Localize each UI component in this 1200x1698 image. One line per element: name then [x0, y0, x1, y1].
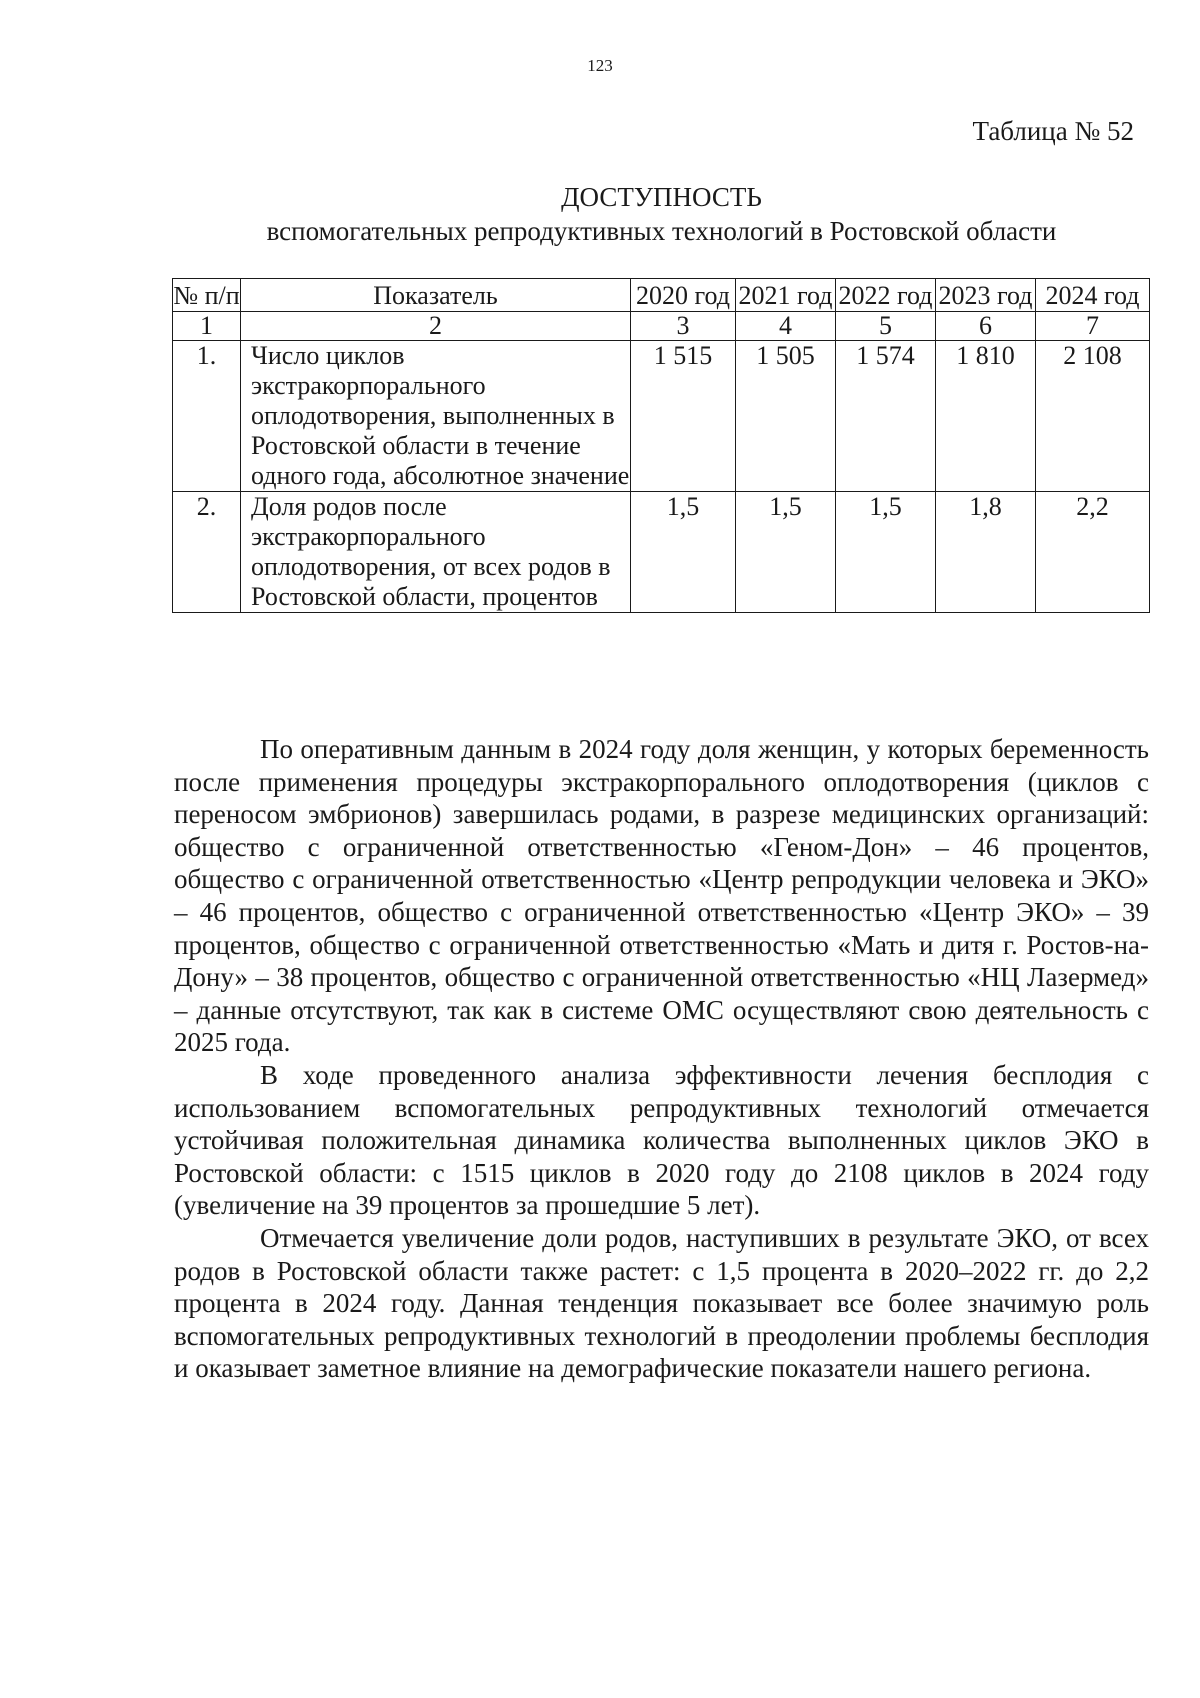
value-cell-2022: 1,5: [836, 492, 936, 613]
value-cell-2020: 1,5: [631, 492, 736, 613]
row-number-cell: 1.: [173, 341, 241, 492]
value-cell-2023: 1 810: [936, 341, 1036, 492]
document-title: ДОСТУПНОСТЬ: [561, 182, 762, 212]
table-row: [173, 492, 1150, 613]
table-label: Таблица № 52: [972, 116, 1134, 146]
indicator-cell: Доля родов после экстракорпорального оплодотворения, от всех родов в Ростовской области, процентов: [241, 492, 631, 613]
header-cell-2021: 2021 год: [736, 279, 836, 312]
paragraph: По оперативным данным в 2024 году доля женщин, у которых беременность после применения процедуры экстракорпорального оплодотворения (циклов с переносом эмбрионов) завершилась родами, в разрезе медицинских организаций: общество с ограниченной ответственностью «Геном-Дон» – 46 процентов, общество с ограниченной ответственностью «Центр репродукции человека и ЭКО» – 46 процентов, общество с ограниченной ответственностью «Центр ЭКО» – 39 процентов, общество с ограниченной ответственностью «Мать и дитя г. Ростов-на-Дону» – 38 процентов, общество с ограниченной ответственностью «НЦ Лазермед» – данные отсутствуют, так как в системе ОМС осуществляют свою деятельность с 2025 года.: [174, 734, 1149, 1058]
table-row: [173, 341, 1150, 492]
column-number-cell: 5: [836, 312, 936, 341]
value-cell-2024: 2 108: [1036, 341, 1150, 492]
value-cell-2020: 1 515: [631, 341, 736, 492]
data-table: [172, 278, 1150, 613]
value-cell-2022: 1 574: [836, 341, 936, 492]
value-cell-2021: 1 505: [736, 341, 836, 492]
column-number-row: [173, 312, 1150, 341]
column-number-cell: 6: [936, 312, 1036, 341]
value-cell-2023: 1,8: [936, 492, 1036, 613]
row-number-cell: 2.: [173, 492, 241, 613]
document-subtitle: вспомогательных репродуктивных технологий в Ростовской области: [266, 216, 1057, 246]
indicator-cell: Число циклов экстракорпорального оплодотворения, выполненных в Ростовской области в течение одного года, абсолютное значение: [241, 341, 631, 492]
header-cell-2023: 2023 год: [936, 279, 1036, 312]
header-cell-2024: 2024 год: [1036, 279, 1150, 312]
value-cell-2021: 1,5: [736, 492, 836, 613]
column-number-cell: 2: [241, 312, 631, 341]
header-cell-2020: 2020 год: [631, 279, 736, 312]
paragraph: В ходе проведенного анализа эффективности лечения бесплодия с использованием вспомогательных репродуктивных технологий отмечается устойчивая положительная динамика количества выполненных циклов ЭКО в Ростовской области: с 1515 циклов в 2020 году до 2108 циклов в 2024 году (увеличение на 39 процентов за прошедшие 5 лет).: [174, 1059, 1149, 1221]
title-block: [174, 180, 1149, 248]
header-cell-num: № п/п: [173, 279, 241, 312]
body-text: [174, 733, 1149, 1385]
value-cell-2024: 2,2: [1036, 492, 1150, 613]
header-cell-indicator: Показатель: [241, 279, 631, 312]
table-header-row: [173, 279, 1150, 312]
page-number: 123: [587, 56, 613, 75]
paragraph: Отмечается увеличение доли родов, наступивших в результате ЭКО, от всех родов в Ростовской области также растет: с 1,5 процента в 2020–2022 гг. до 2,2 процента в 2024 году. Данная тенденция показывает все более значимую роль вспомогательных репродуктивных технологий в преодолении проблемы бесплодия и оказывает заметное влияние на демографические показатели нашего региона.: [174, 1222, 1149, 1384]
header-cell-2022: 2022 год: [836, 279, 936, 312]
column-number-cell: 1: [173, 312, 241, 341]
column-number-cell: 3: [631, 312, 736, 341]
column-number-cell: 7: [1036, 312, 1150, 341]
column-number-cell: 4: [736, 312, 836, 341]
